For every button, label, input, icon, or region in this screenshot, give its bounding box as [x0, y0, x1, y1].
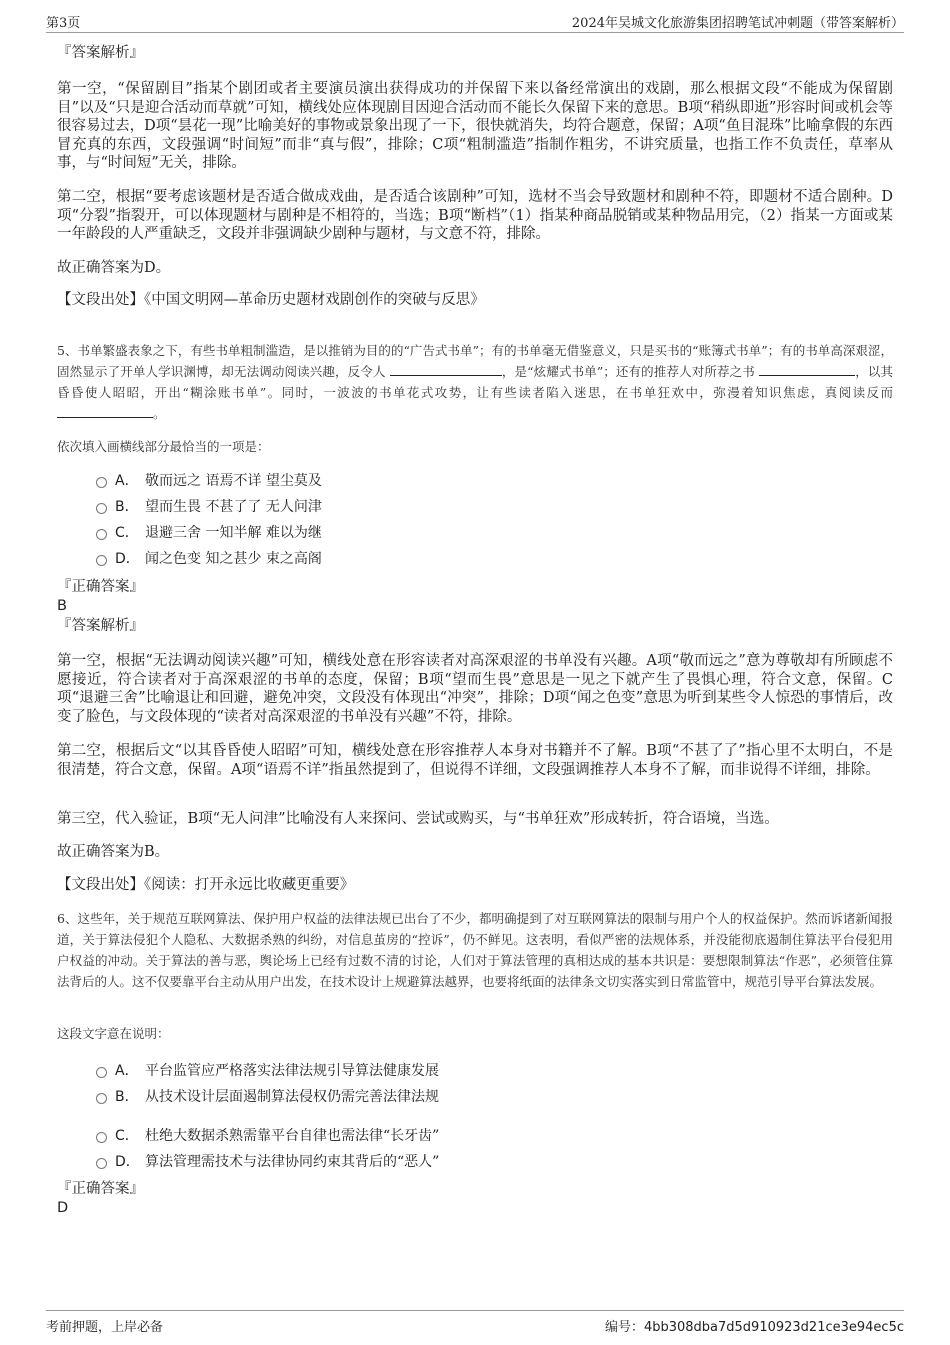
option-text: 算法管理需技术与法律协同约束其背后的“恶人” — [145, 1154, 440, 1170]
option-text: 退避三舍 一知半解 难以为继 — [145, 525, 322, 541]
serial-label: 编号： — [604, 1320, 644, 1335]
fill-blank-1 — [390, 362, 502, 376]
q5-option-b[interactable] — [96, 496, 322, 516]
option-text: 望而生畏 不甚了了 无人问津 — [145, 499, 322, 515]
radio-icon[interactable] — [96, 529, 107, 540]
q5-prompt — [57, 436, 893, 457]
question-prompt: 这段文字意在说明： — [57, 1026, 170, 1041]
radio-icon[interactable] — [96, 1067, 107, 1078]
fill-blank-2 — [759, 362, 855, 376]
option-text: 杜绝大数据杀熟需靠平台自律也需法律“长牙齿” — [145, 1128, 440, 1144]
q5-conclusion — [57, 843, 893, 862]
option-letter: D． — [115, 551, 140, 567]
q5-option-d[interactable] — [96, 548, 322, 568]
analysis-paragraph: 第二空，根据“要考虑该题材是否适合做成戏曲，是否适合该剧种”可知，选材不当会导致题材和剧种不符，即题材不适合剧种。D项“分裂”指裂开，可以体现题材与剧种是不相符的，当选；B项“断档”（1）指某种商品脱销或某种物品用完，（2）指某一方面或某一年龄段的人严重缺乏，文段并非强调缺少剧种与题材，与文意不符，排除。 — [57, 189, 893, 242]
conclusion-text: 故正确答案为B。 — [57, 844, 170, 860]
correct-answer-label: 『正确答案』 — [57, 1181, 144, 1197]
question-stem: 6、这些年，关于规范互联网算法、保护用户权益的法律法规已出台了不少，都明确提到了对互联网算法的限制与用户个人的权益保护。然而诉诸新闻报道，关于算法侵犯个人隐私、大数据杀熟的纠纷，对信息茧房的“控诉”，仍不鲜见。这表明，看似严密的法规体系，并没能彻底遏制住算法平台侵犯用户权益的冲动。关于算法的善与恶，舆论场上已经有过数不清的讨论，人们对于算法管理的真相达成的基本共识是：要想限制算法“作恶”，必须管住算法背后的人。这不仅要靠平台主动从用户出发，在技术设计上规避算法越界，也要将纸面的法律条文切实落实到日常监管中，规范引导平台算法发展。 — [57, 911, 893, 989]
page-footer — [46, 1310, 904, 1335]
analysis-label: 『答案解析』 — [57, 45, 144, 61]
radio-icon[interactable] — [96, 477, 107, 488]
source-citation: 【文段出处】《中国文明网—革命历史题材戏剧创作的突破与反思》 — [57, 292, 485, 308]
option-text: 从技术设计层面遏制算法侵权仍需完善法律法规 — [145, 1089, 439, 1105]
document-title: 2024年吴城文化旅游集团招聘笔试冲刺题（带答案解析） — [571, 16, 904, 31]
question-prompt: 依次填入画横线部分最恰当的一项是： — [57, 439, 270, 454]
option-letter: D． — [115, 1154, 140, 1170]
q5-correct-answer-block — [57, 597, 893, 615]
correct-answer: B — [57, 598, 67, 614]
q4-conclusion — [57, 259, 893, 278]
option-text: 平台监管应严格落实法律法规引导算法健康发展 — [145, 1063, 439, 1079]
source-citation: 【文段出处】《阅读：打开永远比收藏更重要》 — [57, 877, 355, 893]
option-text: 闻之色变 知之甚少 束之高阁 — [145, 551, 322, 567]
correct-answer: D — [57, 1200, 69, 1216]
option-letter: B． — [115, 1089, 139, 1105]
page-number: 第3页 — [46, 16, 81, 31]
radio-icon[interactable] — [96, 503, 107, 514]
q5-analysis-para3 — [57, 810, 893, 829]
analysis-paragraph: 第三空，代入验证，B项“无人问津”比喻没有人来探问、尝试或购买，与“书单狂欢”形成转折，符合语境，当选。 — [57, 811, 779, 827]
stem-part-3: ，以其昏昏使人昭昭，开出“糊涂账书单”。同时，一波波的书单花式攻势，让有些读者陷入迷思，在书单狂欢中，弥漫着知识焦虑，真阅读反而 — [57, 364, 893, 400]
option-letter: A． — [115, 1063, 139, 1079]
q5-source — [57, 876, 893, 895]
q5-option-c[interactable] — [96, 522, 322, 542]
q4-source — [57, 291, 893, 310]
q6-option-c[interactable] — [96, 1125, 439, 1145]
q6-prompt — [57, 1023, 893, 1044]
stem-end: 。 — [153, 406, 166, 421]
analysis-paragraph: 第一空，根据“无法调动阅读兴趣”可知，横线处意在形容读者对高深艰涩的书单没有兴趣。A项“敬而远之”意为尊敬却有所顾虑不愿接近，符合读者对于高深艰涩的书单的态度，保留；B项“望而生畏”意思是一见之下就产生了畏惧心理，符合文意，保留。C项“退避三舍”比喻退让和回避，避免冲突，文段没有体现出“冲突”，排除；D项“闻之色变”意思为听到某些令人惊恐的事情后，改变了脸色，与文段体现的“读者对高深艰涩的书单没有兴趣”不符，排除。 — [57, 653, 893, 725]
option-letter: B． — [115, 499, 139, 515]
radio-icon[interactable] — [96, 555, 107, 566]
page-header — [46, 12, 904, 33]
q4-analysis-para2 — [57, 188, 893, 244]
option-text: 敬而远之 语焉不详 望尘莫及 — [145, 473, 322, 489]
q4-analysis-label-block — [57, 44, 893, 62]
question-stem — [57, 340, 893, 424]
option-letter: C． — [115, 525, 139, 541]
fill-blank-3 — [57, 404, 153, 418]
conclusion-text: 故正确答案为D。 — [57, 260, 171, 276]
q5-correct-label-block — [57, 578, 893, 596]
q5-analysis-para2 — [57, 742, 893, 779]
q6-option-b[interactable] — [96, 1086, 439, 1106]
serial-number: 4bb308dba7d5d910923d21ce3e94ec5c — [643, 1320, 904, 1335]
radio-icon[interactable] — [96, 1093, 107, 1104]
option-letter: A． — [115, 473, 139, 489]
radio-icon[interactable] — [96, 1132, 107, 1143]
q5-option-a[interactable] — [96, 470, 322, 490]
footer-slogan: 考前押题，上岸必备 — [46, 1320, 164, 1335]
q6-correct-answer-block — [57, 1199, 893, 1217]
stem-part-2: ，是“炫耀式书单”；还有的推荐人对所荐之书 — [501, 364, 755, 379]
analysis-paragraph: 第二空，根据后文“以其昏昏使人昭昭”可知，横线处意在形容推荐人本身对书籍并不了解。B项“不甚了了”指心里不太明白，不是很清楚，符合文意，保留。A项“语焉不详”指虽然提到了，但说得不详细，文段强调推荐人本身不了解，而非说得不详细，排除。 — [57, 743, 893, 778]
footer-serial — [605, 1316, 904, 1335]
radio-icon[interactable] — [96, 1158, 107, 1169]
analysis-label: 『答案解析』 — [57, 618, 144, 634]
q6-stem — [57, 908, 893, 992]
q6-option-d[interactable] — [96, 1151, 439, 1171]
stem-part-1: 5、书单繁盛表象之下，有些书单粗制滥造，是以推销为目的的“广告式书单”；有的书单毫无借鉴意义，只是买书的“账簿式书单”；有的书单高深艰涩，固然显示了开单人学识渊博，却无法调动阅读兴趣，反令人 — [57, 343, 893, 379]
q5-analysis-label-block — [57, 617, 893, 635]
option-letter: C． — [115, 1128, 139, 1144]
q6-option-a[interactable] — [96, 1060, 439, 1080]
q6-correct-label-block — [57, 1180, 893, 1198]
q4-analysis-para1 — [57, 80, 893, 173]
q5-analysis-para1 — [57, 652, 893, 726]
q5-stem — [57, 340, 893, 424]
analysis-paragraph: 第一空，“保留剧目”指某个剧团或者主要演员演出获得成功的并保留下来以备经常演出的戏剧，那么根据文段“不能成为保留剧目”以及“只是迎合活动而草就”可知，横线处应体现剧目因迎合活动而不能长久保留下来的意思。B项“稍纵即逝”形容时间或机会等很容易过去，D项“昙花一现”比喻美好的事物或景象出现了一下，很快就消失，均符合题意，保留；A项“鱼目混珠”比喻拿假的东西冒充真的东西，文段强调“时间短”而非“真与假”，排除；C项“粗制滥造”指制作粗劣，不讲究质量，也指工作不负责任，草率从事，与“时间短”无关，排除。 — [57, 81, 893, 171]
correct-answer-label: 『正确答案』 — [57, 579, 144, 595]
